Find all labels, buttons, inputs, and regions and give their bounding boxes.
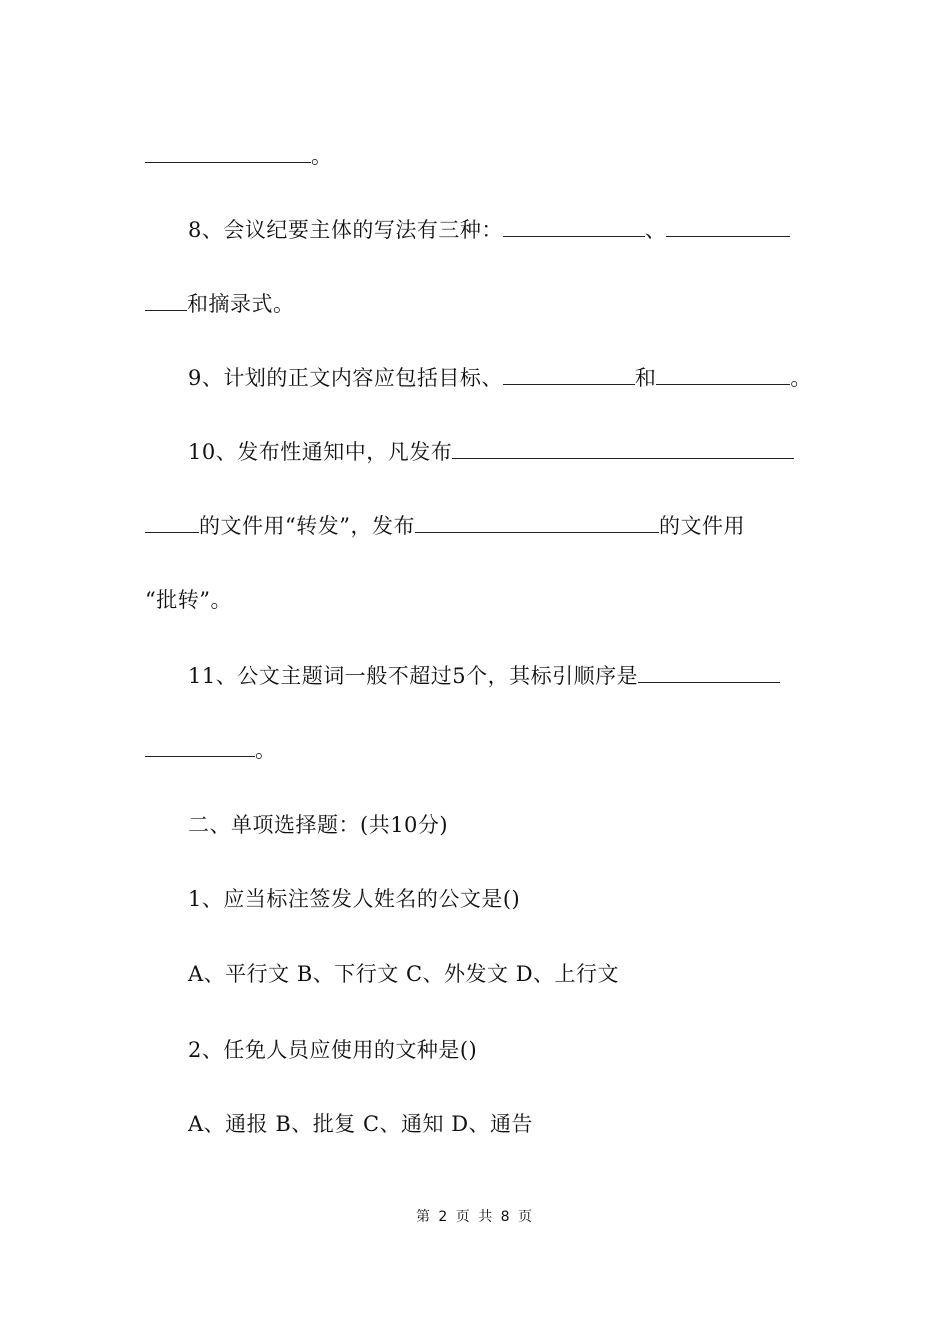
question-10-tail (145, 586, 232, 614)
answer-blank (452, 438, 794, 459)
question-8-text: 8、会议纪要主体的写法有三种： (188, 218, 503, 242)
answer-blank (503, 216, 645, 237)
question-9-text: 9、计划的正文内容应包括目标、 (188, 366, 503, 390)
question-11-text: 11、公文主题词一般不超过5个，其标引顺序是 (188, 664, 639, 688)
sentence-end: 。 (311, 144, 333, 168)
answer-blank (503, 364, 635, 385)
answer-blank (656, 364, 790, 385)
question-10-continuation (145, 512, 745, 540)
question-10-suffix: 的文件用 (658, 514, 745, 538)
answer-blank (145, 512, 199, 533)
page-footer: 第 2 页 共 8 页 (415, 1209, 535, 1225)
choice-question-2-options: A、通报 B、批复 C、通知 D、通告 (188, 1112, 534, 1136)
choice-question-1-options: A、平行文 B、下行文 C、外发文 D、上行文 (188, 962, 620, 986)
section-heading: 二、单项选择题：(共10分) (188, 813, 449, 837)
question-11 (188, 662, 780, 690)
question-8 (188, 216, 790, 244)
question-11-continuation (145, 736, 277, 764)
separator: 、 (644, 218, 667, 242)
answer-blank (145, 736, 255, 757)
sentence-end: 。 (255, 738, 277, 762)
question-8-continuation (145, 290, 295, 318)
fill-line-continuation (145, 142, 333, 170)
question-10 (188, 438, 794, 466)
question-10-middle: 的文件用“转发”，发布 (199, 514, 415, 538)
choice-question-1: 1、应当标注签发人姓名的公文是() (188, 887, 521, 911)
question-10-text: 10、发布性通知中，凡发布 (188, 440, 453, 464)
answer-blank (638, 662, 780, 683)
answer-blank (415, 512, 659, 533)
question-9 (188, 364, 812, 392)
conjunction: 和 (634, 366, 657, 390)
answer-blank (666, 216, 790, 237)
answer-blank (145, 142, 311, 163)
choice-question-2: 2、任免人员应使用的文种是() (188, 1038, 478, 1062)
sentence-end: 。 (790, 366, 812, 390)
question-8-tail: 和摘录式。 (187, 292, 295, 316)
answer-blank (145, 290, 187, 311)
question-10-end: “批转”。 (145, 588, 232, 612)
